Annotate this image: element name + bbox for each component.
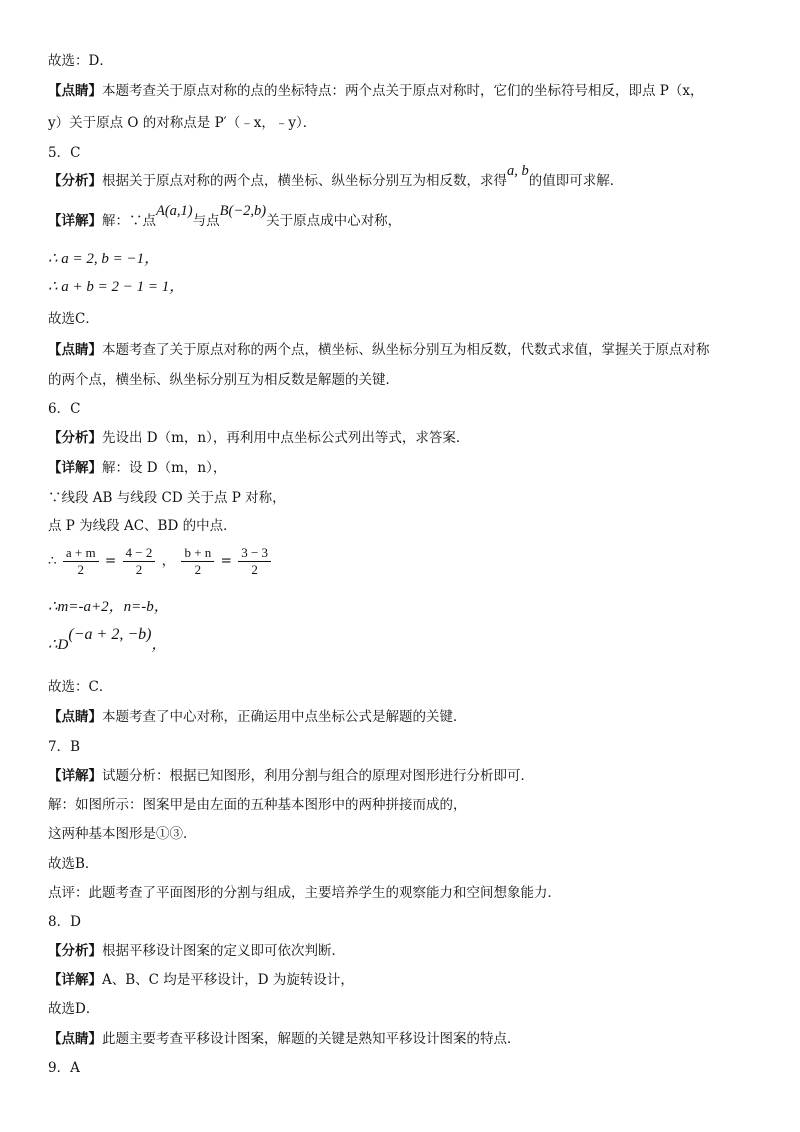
fraction <box>123 545 156 578</box>
analysis-tag: 【分析】 <box>48 173 102 189</box>
comment-tag: 【点睛】 <box>48 709 102 725</box>
fraction-numerator: 4 − 2 <box>123 545 156 562</box>
solution-line <box>48 203 402 230</box>
fraction-denominator: 2 <box>194 562 202 577</box>
analysis-line <box>48 942 345 960</box>
analysis-tag: 【分析】 <box>48 430 102 446</box>
analysis-text: 先设出 D（m，n），再利用中点坐标公式列出等式，求答案． <box>102 430 470 446</box>
solution-text: 试题分析：根据已知图形，利用分割与组合的原理对图形进行分析即可． <box>102 768 534 784</box>
solution-text: A、B、C 均是平移设计，D 为旋转设计， <box>102 972 354 988</box>
answer-line: 故选C． <box>48 311 99 327</box>
solution-tag: 【详解】 <box>48 213 102 229</box>
fraction-denominator: 2 <box>77 562 84 577</box>
comment-line <box>48 1030 521 1048</box>
therefore-point: ∴D <box>48 637 69 653</box>
math-line <box>48 626 167 654</box>
fraction-numerator: a + m <box>63 545 99 562</box>
solution-line: ∵线段 AB 与线段 CD 关于点 P 对称， <box>48 490 286 506</box>
solution-line <box>48 971 354 989</box>
answer-line: 故选D． <box>48 1001 100 1017</box>
solution-text: 与点 <box>192 213 220 229</box>
math-expression: (−a + 2, −b) <box>68 626 152 643</box>
answer-line: 故选：C． <box>48 679 113 695</box>
question-number: 8．D <box>48 914 81 930</box>
question-number: 7．B <box>48 739 81 755</box>
equals-sign: = <box>220 553 232 569</box>
math-expression: A(a,1) <box>156 203 193 219</box>
solution-line: 点 P 为线段 AC、BD 的中点． <box>48 518 237 534</box>
question-number: 6．C <box>48 401 81 417</box>
fraction <box>238 545 271 578</box>
analysis-line <box>48 429 469 447</box>
fraction-denominator: 2 <box>135 562 143 577</box>
analysis-text: 根据平移设计图案的定义即可依次判断． <box>102 943 345 959</box>
comment-line: 的两个点，横坐标、纵坐标分别互为相反数是解题的关键． <box>48 372 399 388</box>
solution-text: 关于原点成中心对称， <box>266 213 402 229</box>
comment-text: 本题考查关于原点对称的点的坐标特点：两个点关于原点对称时，它们的坐标符号相反，即点 P（x， <box>102 83 704 99</box>
solution-tag: 【详解】 <box>48 460 102 476</box>
comment-line <box>48 82 704 100</box>
review-line: 点评：此题考查了平面图形的分割与组成，主要培养学生的观察能力和空间想象能力． <box>48 885 561 901</box>
comment-line: y）关于原点 O 的对称点是 P′（﹣x，﹣y）． <box>48 115 317 131</box>
comment-text: 本题考查了中心对称，正确运用中点坐标公式是解题的关键． <box>102 709 467 725</box>
therefore-symbol: ∴ <box>48 553 57 569</box>
solution-tag: 【详解】 <box>48 972 102 988</box>
comment-tag: 【点睛】 <box>48 83 102 99</box>
fraction-denominator: 2 <box>251 562 258 577</box>
fraction <box>181 545 214 578</box>
solution-line: 解：如图所示：图案甲是由左面的五种基本图形中的两种拼接而成的， <box>48 797 467 813</box>
comment-text: 本题考查了关于原点对称的两个点，横坐标、纵坐标分别互为相反数，代数式求值，掌握关于原点对称 <box>102 342 710 358</box>
solution-line <box>48 767 534 785</box>
fraction-numerator: b + n <box>181 545 214 562</box>
comment-tag: 【点睛】 <box>48 342 102 358</box>
analysis-tag: 【分析】 <box>48 943 102 959</box>
fraction-numerator: 3 − 3 <box>238 545 271 562</box>
answer-line: 故选：D． <box>48 53 113 69</box>
answer-line: 故选B． <box>48 856 99 872</box>
solution-text: 解：设 D（m，n）， <box>102 460 227 476</box>
fraction-equation <box>48 544 273 578</box>
comment-line <box>48 341 710 359</box>
question-number: 5．C <box>48 145 81 161</box>
analysis-text: 根据关于原点对称的两个点，横坐标、纵坐标分别互为相反数，求得 <box>102 173 507 189</box>
solution-text: 解：∵点 <box>102 213 156 229</box>
comment-line <box>48 708 467 726</box>
question-number: 9．A <box>48 1060 80 1076</box>
math-expression: B(−2,b) <box>219 203 267 219</box>
comment-tag: 【点睛】 <box>48 1031 102 1047</box>
separator: ， <box>151 637 167 653</box>
math-line: ∴ a + b = 2 − 1 = 1， <box>48 279 185 295</box>
equals-sign: = <box>104 553 117 569</box>
solution-tag: 【详解】 <box>48 768 102 784</box>
math-expression: a, b <box>507 163 529 179</box>
analysis-line <box>48 163 624 190</box>
analysis-text: 的值即可求解． <box>528 173 624 189</box>
fraction <box>63 545 99 578</box>
solution-line <box>48 459 226 477</box>
solution-line: 这两种基本图形是①③． <box>48 826 197 842</box>
math-line: ∴ a = 2, b = −1， <box>48 251 160 267</box>
separator: ， <box>161 553 176 569</box>
comment-text: 此题主要考查平移设计图案，解题的关键是熟知平移设计图案的特点． <box>102 1031 521 1047</box>
math-line: ∴m=-a+2，n=-b， <box>48 599 169 615</box>
